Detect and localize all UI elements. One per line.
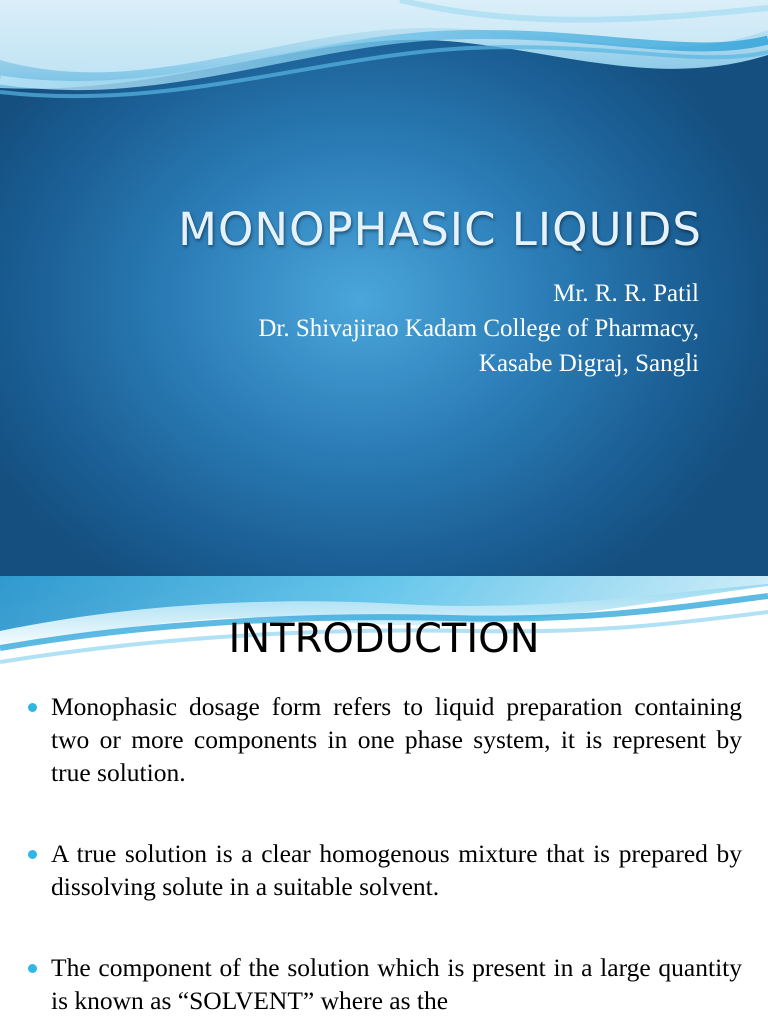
decorative-wave-header	[0, 0, 768, 110]
bullet-dot-icon	[28, 703, 37, 712]
slide-subtitle	[258, 276, 699, 381]
bullet-text: A true solution is a clear homogenous mixture that is prepared by dissolving solute in a suitable solvent.	[51, 839, 742, 901]
bullet-dot-icon	[28, 964, 37, 973]
bullet-text: The component of the solution which is present in a large quantity is known as “SOLVENT” where as the	[51, 953, 742, 1015]
list-item	[28, 690, 742, 789]
bullet-text: Monophasic dosage form refers to liquid preparation containing two or more components in one phase system, it is represent by true solution.	[51, 692, 742, 787]
slide-title: MONOPHASIC LIQUIDS	[178, 203, 702, 256]
bullet-dot-icon	[28, 850, 37, 859]
bullet-list	[28, 690, 742, 1024]
college-name: Dr. Shivajirao Kadam College of Pharmacy,	[258, 315, 699, 342]
list-item	[28, 951, 742, 1017]
content-slide	[0, 576, 768, 1024]
list-item	[28, 837, 742, 903]
slide-heading: INTRODUCTION	[228, 616, 540, 662]
author-name: Mr. R. R. Patil	[553, 280, 699, 307]
college-location: Kasabe Digraj, Sangli	[478, 350, 699, 377]
